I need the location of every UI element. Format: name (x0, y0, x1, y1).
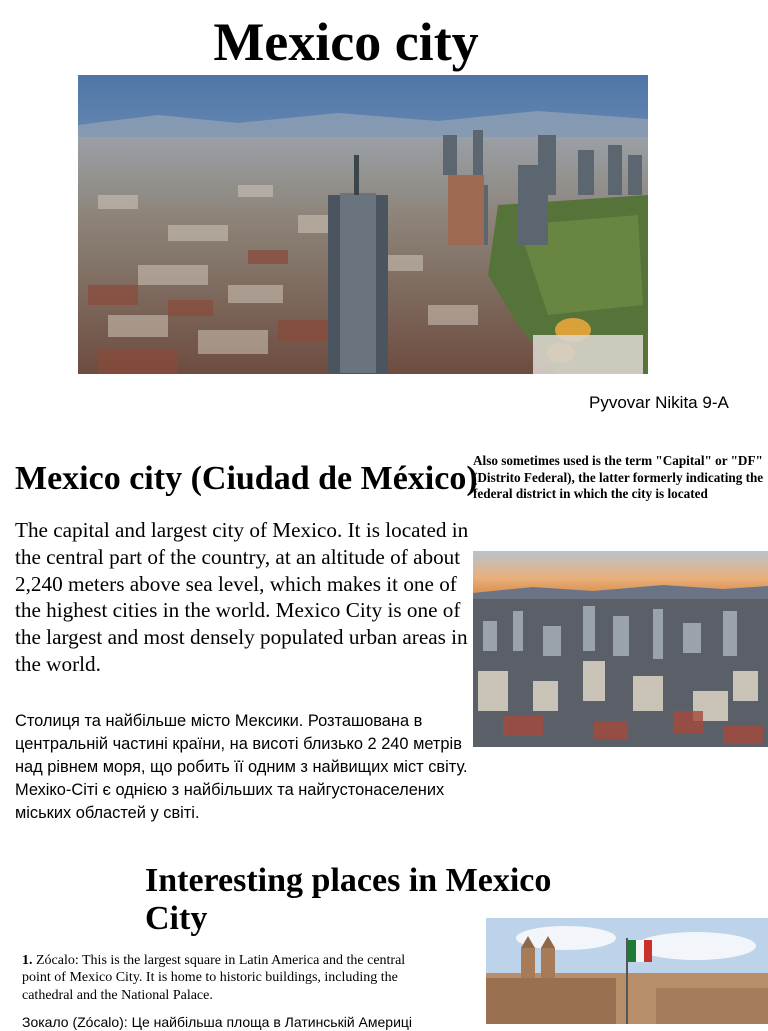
zocalo-square-photo (486, 918, 768, 1024)
aerial-city-photo (78, 75, 648, 374)
intro-paragraph-en: The capital and largest city of Mexico. It is located in the central part of the country, at an altitude of about 2,240 meters above sea level, which makes it one of the highest cities in the world. Mexico City is one of the largest and most densely populated urban areas in the world. (15, 518, 469, 676)
places-heading: Interesting places in Mexico City (145, 862, 552, 937)
place-text-en: Zócalo: This is the largest square in Latin America and the central point of Mexico City. It is home to historic buildings, including the cathedral and the National Palace. (22, 953, 406, 1003)
author-credit: Pyvovar Nikita 9-A (589, 393, 729, 412)
section-heading: Mexico city (Ciudad de México) (15, 460, 478, 497)
place-number: 1. (22, 953, 33, 968)
page-title: Mexico city (213, 12, 479, 72)
place-text-ua: Зокало (Zócalo): Це найбільша площа в Латинській Америці (22, 1014, 413, 1030)
place-item-zocalo (22, 952, 422, 1004)
sunset-skyline-photo (473, 551, 768, 747)
side-note: Also sometimes used is the term "Capital" or "DF" (Distrito Federal), the latter formerly indicating the federal district in which the city is located (473, 453, 764, 502)
intro-paragraph-ua: Столиця та найбільше місто Мексики. Розташована в центральній частині країни, на висоті близько 2 240 метрів над рівнем моря, що робить її одним з найвищих міст світу. Мехіко-Сіті є однією з найбільших та найгустонаселених міських областей у світі. (15, 712, 468, 822)
